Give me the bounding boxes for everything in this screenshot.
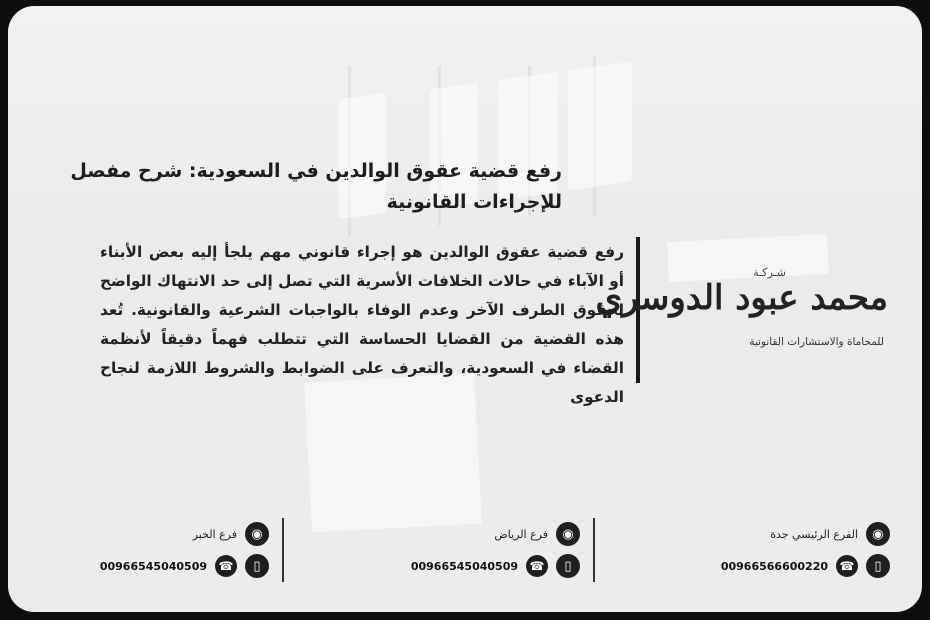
mobile-phone-icon: ▯ (866, 554, 890, 578)
whatsapp-icon[interactable]: ☎ (215, 555, 237, 577)
branch-name: فرع الرياض (494, 527, 548, 541)
branch-phone[interactable]: 00966545040509 (99, 559, 207, 573)
page-title: رفع قضية عقوق الوالدين في السعودية: شرح مفصل للإجراءات القانونية (70, 160, 562, 213)
whatsapp-icon[interactable]: ☎ (836, 555, 858, 577)
whatsapp-icon[interactable]: ☎ (526, 555, 548, 577)
logo-company-word: شـركـة (753, 266, 786, 279)
location-pin-icon: ◉ (866, 522, 890, 546)
mobile-phone-icon: ▯ (556, 554, 580, 578)
location-pin-icon: ◉ (556, 522, 580, 546)
branch-jeddah (700, 518, 890, 580)
company-logo (595, 266, 904, 362)
location-pin-icon: ◉ (245, 522, 269, 546)
mobile-phone-icon: ▯ (245, 554, 269, 578)
branch-name: فرع الخبر (192, 527, 237, 541)
logo-tagline: للمحاماة والاستشارات القانونية (749, 336, 884, 348)
article-paragraph: رفع قضية عقوق الوالدين هو إجراء قانوني مهم يلجأ إليه بعض الأبناء أو الآباء في حالات الخلافات الأسرية التي تصل إلى حد الانتهاك الواضح لحقوق الطرف الآخر وعدم الوفاء بالواجبات الشرعية والقانونية. تُعد هذه القضية من القضايا الحساسة التي تتطلب فهماً دقيقاً لأنظمة القضاء في السعودية، والتعرف على الضوابط والشروط اللازمة لنجاح الدعوى (100, 243, 624, 406)
branch-phone[interactable]: 00966566600220 (720, 559, 828, 573)
branch-phone[interactable]: 00966545040509 (410, 559, 518, 573)
branch-separator (282, 518, 284, 582)
branch-khobar (79, 518, 269, 580)
branch-separator (593, 518, 595, 582)
branch-riyadh (390, 518, 580, 580)
logo-company-name: محمد عبود الدوسري (595, 278, 888, 318)
branch-name: الفرع الرئيسي جدة (770, 527, 858, 541)
flag-decoration (568, 62, 632, 191)
